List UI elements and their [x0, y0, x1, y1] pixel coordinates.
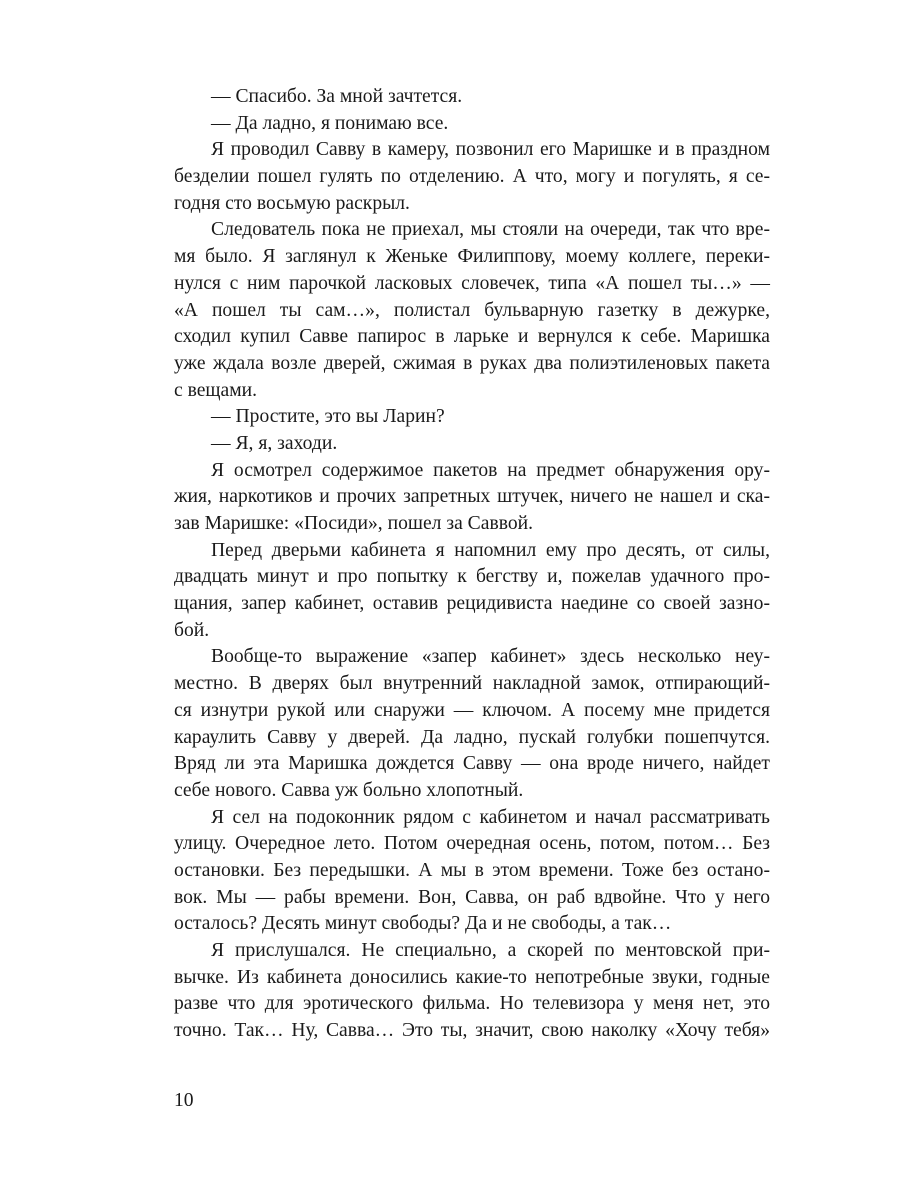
paragraph: [174, 458, 770, 538]
text-line: «А пошел ты сам…», полистал бульварную газетку в дежурке,: [174, 299, 770, 321]
text-line: щания, запер кабинет, оставив рецидивиста наедине со своей зазно-: [174, 593, 770, 615]
text-line: жия, наркотиков и прочих запретных штучек, ничего не нашел и ска-: [174, 486, 770, 508]
paragraph: [174, 538, 770, 645]
text-line: безделии пошел гулять по отделению. А что, могу и погулять, я се-: [174, 166, 770, 188]
paragraph: [174, 431, 770, 458]
text-line: двадцать минут и про попытку к бегству и, пожелав удачного про-: [174, 566, 770, 588]
text-line: осталось? Десять минут свободы? Да и не свободы, а так…: [174, 913, 672, 935]
text-line: Вряд ли эта Маришка дождется Савву — она вроде ничего, найдет: [174, 753, 770, 775]
text-line: — Простите, это вы Ларин?: [211, 406, 445, 428]
paragraph: [174, 644, 770, 804]
text-line: Вообще-то выражение «запер кабинет» здесь несколько неу-: [211, 646, 770, 668]
text-line: Следователь пока не приехал, мы стояли на очереди, так что вре-: [211, 219, 770, 241]
text-line: себе нового. Савва уж больно хлопотный.: [174, 779, 524, 801]
paragraph: [174, 805, 770, 938]
text-line: местно. В дверях был внутренний накладной замок, отпирающий-: [174, 673, 770, 695]
text-line: уже ждала возле дверей, сжимая в руках два полиэтиленовых пакета: [174, 352, 770, 374]
page-body: [174, 84, 770, 1045]
text-line: вок. Мы — рабы времени. Вон, Савва, он раб вдвойне. Что у него: [174, 886, 770, 908]
paragraph: [174, 84, 770, 111]
text-line: Я осмотрел содержимое пакетов на предмет обнаружения ору-: [211, 459, 770, 481]
text-line: ся изнутри рукой или снаружи — ключом. А посему мне придется: [174, 699, 770, 721]
text-line: — Я, я, заходи.: [211, 432, 338, 454]
text-line: остановки. Без передышки. А мы в этом времени. Тоже без остано-: [174, 859, 770, 881]
text-line: бой.: [174, 619, 210, 641]
text-line: вычке. Из кабинета доносились какие-то непотребные звуки, годные: [174, 966, 770, 988]
text-line: Перед дверьми кабинета я напомнил ему про десять, от силы,: [211, 539, 770, 561]
text-line: Я проводил Савву в камеру, позвонил его Маришке и в праздном: [211, 139, 770, 161]
text-line: сходил купил Савве папирос в ларьке и вернулся к себе. Маришка: [174, 326, 770, 348]
text-line: с вещами.: [174, 379, 257, 401]
text-line: точно. Так… Ну, Савва… Это ты, значит, свою наколку «Хочу тебя»: [174, 1020, 770, 1042]
text-line: Я сел на подоконник рядом с кабинетом и начал рассматривать: [211, 806, 770, 828]
text-line: нулся с ним парочкой ласковых словечек, типа «А пошел ты…» —: [174, 272, 770, 294]
paragraph: [174, 137, 770, 217]
text-line: годня сто восьмую раскрыл.: [174, 192, 410, 214]
text-line: мя было. Я заглянул к Женьке Филиппову, моему коллеге, переки-: [174, 246, 770, 268]
text-line: — Спасибо. За мной зачтется.: [211, 86, 463, 107]
paragraph: [174, 217, 770, 404]
paragraph: [174, 404, 770, 431]
text-line: Я прислушался. Не специально, а скорей по ментовской при-: [211, 940, 770, 961]
text-line: улицу. Очередное лето. Потом очередная осень, потом, потом… Без: [174, 833, 770, 855]
text-line: караулить Савву у дверей. Да ладно, пускай голубки пошепчутся.: [174, 726, 770, 748]
text-line: разве что для эротического фильма. Но телевизора у меня нет, это: [174, 993, 770, 1015]
text-line: зав Маришке: «Посиди», пошел за Саввой.: [174, 513, 534, 534]
paragraph: [174, 111, 770, 138]
paragraph: [174, 938, 770, 1045]
page-number: 10: [174, 1090, 194, 1111]
text-line: — Да ладно, я понимаю все.: [211, 112, 449, 134]
